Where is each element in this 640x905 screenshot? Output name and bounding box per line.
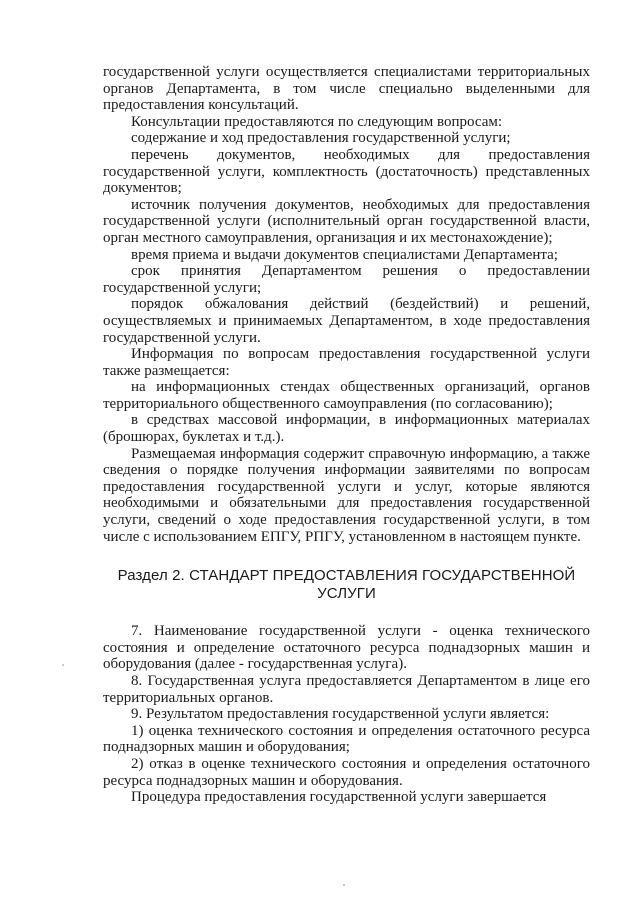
numbered-paragraph: 7. Наименование государственной услуги - оценка технического состояния и определение остаточного ресурса поднадзорных машин и оборудования (далее - государственная услуга). (103, 623, 590, 673)
paragraph: государственной услуги осуществляется специалистами территориальных органов Департамента, в том числе специально выделенными для предоставления консультаций. (103, 64, 590, 114)
list-item: на информационных стендах общественных организаций, органов территориального общественного самоуправления (по согласованию); (103, 379, 590, 412)
list-item: время приема и выдачи документов специалистами Департамента; (131, 246, 558, 263)
section-heading (103, 567, 590, 603)
scan-speck (343, 884, 345, 886)
paragraph: Размещаемая информация содержит справочную информацию, а также сведения о порядке получения информации заявителями по вопросам предоставления государственной услуги и услуг, которые являются необходимыми и обязательными для предоставления государственной услуги, сведений о ходе предоставления государственной услуги, в том числе с использованием ЕПГУ, РПГУ, установленном в настоящем пункте. (103, 445, 590, 545)
paragraph: Консультации предоставляются по следующим вопросам: (131, 113, 503, 130)
scan-speck (62, 664, 64, 666)
list-item: 2) отказ в оценке технического состояния и определения остаточного ресурса поднадзорных машин и оборудования. (103, 755, 590, 789)
paragraph: Процедура предоставления государственной услуги завершается (131, 789, 547, 806)
paragraph: Информация по вопросам предоставления государственной услуги также размещается: (103, 346, 590, 379)
numbered-paragraph: 9. Результатом предоставления государственной услуги является: (131, 706, 550, 723)
numbered-paragraph: 8. Государственная услуга предоставляется Департаментом в лице его территориальных органов. (103, 673, 590, 706)
list-item: содержание и ход предоставления государственной услуги; (131, 130, 511, 147)
list-item: срок принятия Департаментом решения о предоставлении государственной услуги; (103, 263, 590, 296)
list-item: в средствах массовой информации, в информационных материалах (брошюрах, буклетах и т.д.). (103, 412, 590, 446)
document-body (103, 64, 590, 806)
section-heading-line-2: УСЛУГИ (317, 585, 376, 603)
section-heading-line-1: Раздел 2. СТАНДАРТ ПРЕДОСТАВЛЕНИЯ ГОСУДАРСТВЕННОЙ (117, 567, 576, 585)
list-item: 1) оценка технического состояния и определения остаточного ресурса поднадзорных машин и оборудования; (103, 722, 590, 756)
list-item: перечень документов, необходимых для предоставления государственной услуги, комплектность (достаточность) представленных документов; (103, 146, 590, 197)
list-item: порядок обжалования действий (бездействий) и решений, осуществляемых и принимаемых Департаментом, в ходе предоставления государственной услуги. (103, 296, 590, 346)
list-item: источник получения документов, необходимых для предоставления государственной услуги (исполнительный орган государственной власти, орган местного самоуправления, организация и их местонахождение); (103, 196, 590, 246)
